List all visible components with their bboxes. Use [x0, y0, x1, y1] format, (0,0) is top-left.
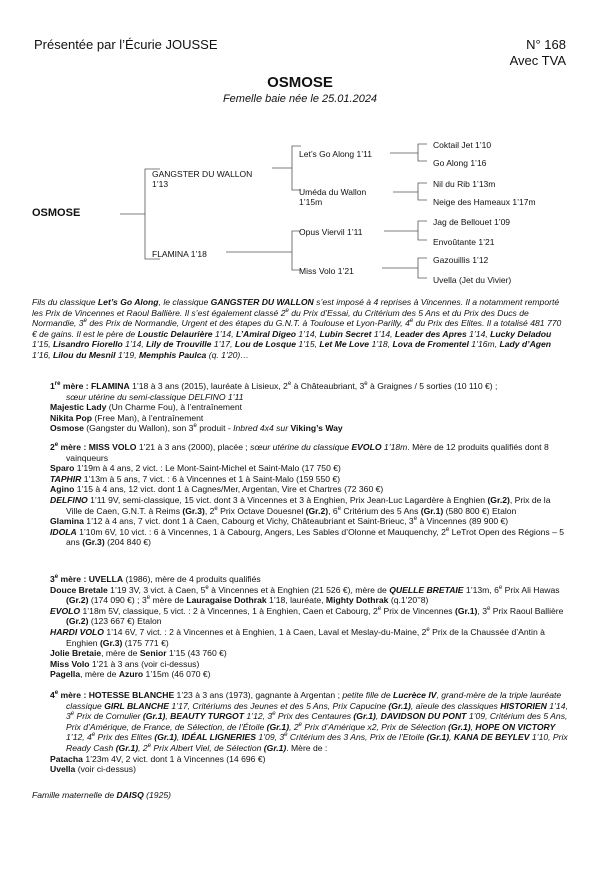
pedigree-dds: Gazouillis 1’12 — [433, 255, 489, 265]
pedigree-dam: FLAMINA 1’18 — [152, 249, 207, 259]
pedigree-dam-dam: Miss Volo 1’21 — [299, 266, 354, 276]
fourth-dam-section: 4e mère : HOTESSE BLANCHE 1’23 à 3 ans (1973), gagnante à Argentan ; petite fille de Lucrèce IV, grand-mère de la triple lauréate classique GIRL BLANCHE 1’17, Critériums des Jeunes et des 5 Ans, Prix Capucine (Gr.1), aïeule des classiques HISTORIEN 1’14, 3e Prix de Cornulier (Gr.1), BEAUTY TURGOT 1’12, 3e Prix des Centaures (Gr.1), DAVIDSON DU PONT 1’09, Critérium des 5 Ans, Prix d’Amérique, de France, de Sélection, de l’Étoile (Gr.1), 2e Prix d’Amérique x2, Prix de Sélection (Gr.1), HOPE ON VICTORY 1’12, 4e Prix des Elites (Gr.1), IDÉAL LIGNERIES 1’09, 3e Critérium des 3 Ans, Prix de l’Etoile (Gr.1), KANA DE BEYLEV 1’10, Prix Ready Cash (Gr.1), 2e Prix Albert Viel, de Sélection (Gr.1). Mère de : Patacha 1’23m 4V, 2 vict. dont 1 à Vincennes (14 696 €) Uvella (voir ci-dessus) — [50, 690, 568, 775]
pedigree-dss: Jag de Bellouet 1’09 — [433, 217, 511, 227]
pedigree-ddd: Uvella (Jet du Vivier) — [433, 275, 512, 285]
pedigree-sdd: Neige des Hameaux 1’17m — [433, 197, 536, 207]
sire-paragraph: Fils du classique Let’s Go Along, le classique GANGSTER DU WALLON s’est imposé à 4 reprises à Vincennes. Il a notamment remporté les Prix de Vincennes et Raoul Ballière. Il s’est également classé 2e du Prix d’Essai, du Critérium des 5 Ans et du Prix des Ducs de Normandie, 3e des Prix de Normandie, Urgent et des étapes du G.N.T. à Toulouse et Lyon-Parilly, 4e du Prix des Elites. Il a totalisé 481 770 € de gains. Il est le père de Loustic Delaurière 1’14, L’Amiral Digeo 1’14, Lubin Secret 1’14, Leader des Apres 1’14, Lucky Deladou 1’15, Lisandro Fiorello 1’14, Lily de Trouville 1’17, Lou de Losque 1’15, Let Me Love 1’18, Lova de Fromentel 1’16m, Lady d’Agen 1’16, Lilou du Mesnil 1’19, Memphis Paulca (q. 1’20)… — [32, 297, 562, 360]
pedigree-sire-dam-time: 1’15m — [299, 197, 323, 207]
horse-name: OSMOSE — [267, 74, 333, 91]
horse-description: Femelle baie née le 25.01.2024 — [222, 93, 378, 105]
lot-number: N° 168 — [526, 37, 566, 52]
pedigree-dsd: Envoûtante 1’21 — [433, 237, 495, 247]
pedigree-sss: Coktail Jet 1’10 — [433, 140, 492, 150]
pedigree-ssd: Go Along 1’16 — [433, 158, 487, 168]
pedigree-dam-sire: Opus Viervil 1’11 — [299, 227, 363, 237]
pedigree-sds: Nil du Rib 1’13m — [433, 179, 496, 189]
maternal-family: Famille maternelle de DAISQ (1925) — [32, 790, 171, 800]
pedigree-sire: GANGSTER DU WALLON — [152, 169, 253, 179]
pedigree-subject: OSMOSE — [32, 207, 81, 219]
first-dam-section: 1re mère : FLAMINA 1’18 à 3 ans (2015), lauréate à Lisieux, 2e à Châteaubriant, 3e à Graignes / 5 sorties (10 110 €) ; sœur utérine du semi-classique DELFINO 1’11 Majestic Lady (Un Charme Fou), à l’entraînement Nikita Pop (Free Man), à l’entraînement Osmose (Gangster du Wallon), son 3e produit - Inbred 4x4 sur Viking’s Way — [50, 381, 498, 434]
tva-note: Avec TVA — [509, 53, 566, 68]
presenter: Présentée par l’Écurie JOUSSE — [34, 37, 218, 52]
second-dam-section: 2e mère : MISS VOLO 1’21 à 3 ans (2000), placée ; sœur utérine du classique EVOLO 1’18m. Mère de 12 produits qualifiés dont 8 vainqueurs Sparo 1’19m à 4 ans, 2 vict. : Le Mont-Saint-Michel et Saint-Malo (17 750 €) TAPHIR 1’13m à 5 ans, 7 vict. : 6 à Vincennes et 1 à Saint-Malo (159 550 €) Agino 1’15 à 4 ans, 12 vict. dont 1 à Cagnes/Mer, Argentan, Vire et Chartres (72 360 €) DELFINO 1’11 9V, semi-classique, 15 vict. dont 3 à Vincennes et 3 à Enghien, Prix Jean-Luc Lagardère à Enghien (Gr.2), Prix de la Ville de Caen, G.N.T. à Reims (Gr.3), 2e Prix Octave Douesnel (Gr.2), 6e Critérium des 5 Ans (Gr.1) (580 800 €) Etalon Glamina 1’12 à 4 ans, 7 vict. dont 1 à Caen, Cabourg et Vichy, Châteaubriant et Saint-Brieuc, 3e à Vincennes (89 900 €) IDOLA 1’10m 6V, 10 vict. : 6 à Vincennes, 1 à Cabourg, Angers, Les Sables d’Olonne et Mauquenchy, 2e LeTrot Open des Régions – 5 ans (Gr.3) (204 840 €) — [50, 442, 565, 548]
pedigree-sire-dam: Uméda du Wallon — [299, 187, 367, 197]
pedigree-sire-sire: Let’s Go Along 1’11 — [299, 149, 372, 159]
third-dam-section: 3e mère : UVELLA (1986), mère de 4 produits qualifiés Douce Bretale 1’19 3V, 3 vict. à Caen, 5e à Vincennes et à Enghien (21 526 €), mère de QUELLE BRETAIE 1’13m, 6e Prix Ali Hawas (Gr.2) (174 090 €) ; 3e mère de Lauragaise Dothrak 1’18, lauréate, Mighty Dothrak (q.1’20’’8) EVOLO 1’18m 5V, classique, 5 vict. : 2 à Vincennes, 1 à Enghien, Caen et Cabourg, 2e Prix de Vincennes (Gr.1), 3e Prix Raoul Ballière (Gr.2) (123 667 €) Etalon HARDI VOLO 1’14 6V, 7 vict. : 2 à Vincennes et à Enghien, 1 à Caen, Laval et Meslay-du-Maine, 2e Prix de la Chaussée d’Antin à Enghien (Gr.3) (175 771 €) Jolie Bretaie, mère de Senior 1’15 (43 760 €) Miss Volo 1’21 à 3 ans (voir ci-dessus) Pagella, mère de Azuro 1’15m (46 070 €) — [50, 574, 564, 680]
pedigree-sire-time: 1’13 — [152, 179, 169, 189]
